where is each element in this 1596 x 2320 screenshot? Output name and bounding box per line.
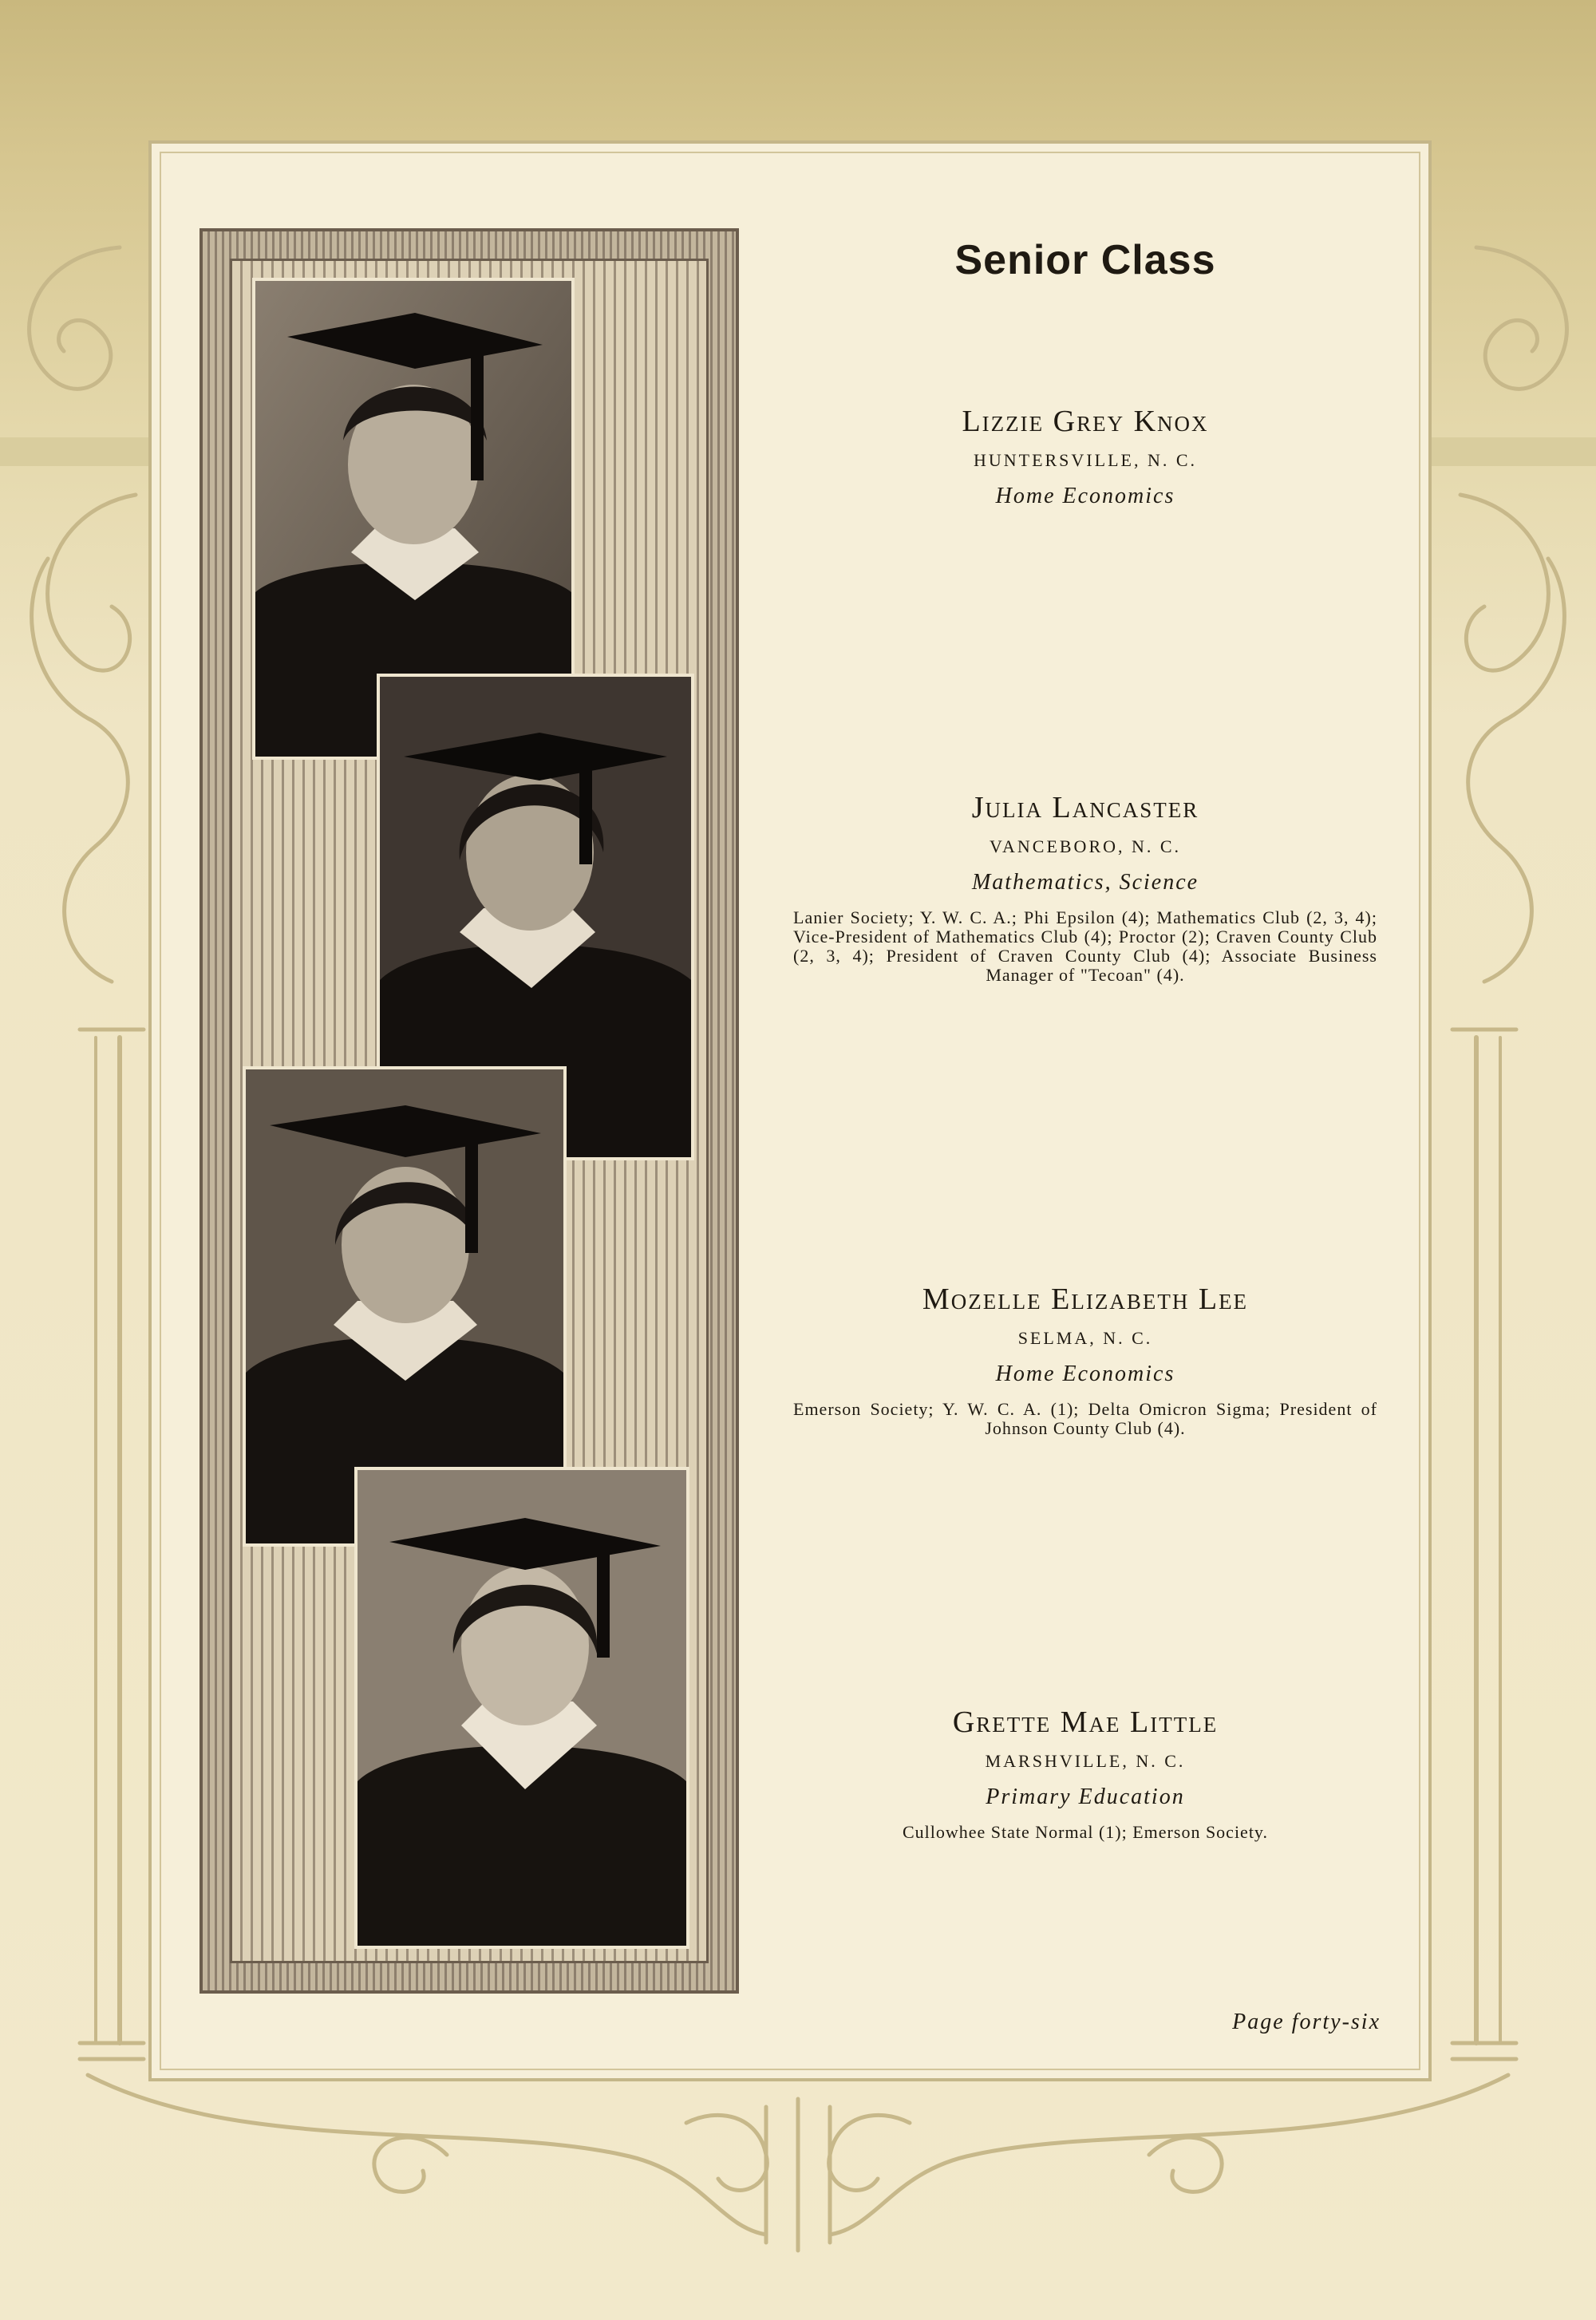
senior-major: Home Economics	[995, 484, 1175, 508]
senior-hometown: HUNTERSVILLE, N. C.	[973, 450, 1198, 470]
senior-activities: Cullowhee State Normal (1); Emerson Society.	[902, 1822, 1269, 1842]
senior-name: Grette Mae Little	[952, 1705, 1219, 1739]
senior-entry	[790, 790, 1381, 985]
senior-name: Lizzie Grey Knox	[962, 405, 1209, 438]
senior-activities: Emerson Society; Y. W. C. A. (1); Delta Omicron Sigma; President of Johnson County Club (4).	[793, 1399, 1377, 1438]
senior-entry	[790, 1282, 1381, 1438]
page-title: Senior Class	[954, 237, 1216, 283]
senior-hometown: SELMA, N. C.	[1017, 1328, 1153, 1348]
senior-name: Mozelle Elizabeth Lee	[922, 1283, 1249, 1316]
senior-activities: Lanier Society; Y. W. C. A.; Phi Epsilon (4); Mathematics Club (2, 3, 4); Vice-President of Mathematics Club (4); Proctor (2); Craven County Club (2, 3, 4); President of Craven County Club (4); Associate Business Manager of "Tecoan" (4).	[793, 907, 1377, 985]
senior-major: Primary Education	[986, 1784, 1185, 1809]
senior-hometown: MARSHVILLE, N. C.	[985, 1751, 1186, 1771]
senior-major: Home Economics	[995, 1362, 1175, 1386]
senior-name: Julia Lancaster	[971, 791, 1199, 824]
portrait-photo-4	[354, 1467, 689, 1949]
senior-entry	[790, 1705, 1381, 1842]
page-number: Page forty-six	[1232, 2010, 1381, 2034]
senior-major: Mathematics, Science	[971, 870, 1199, 895]
senior-hometown: VANCEBORO, N. C.	[989, 836, 1182, 856]
senior-entry	[790, 404, 1381, 509]
